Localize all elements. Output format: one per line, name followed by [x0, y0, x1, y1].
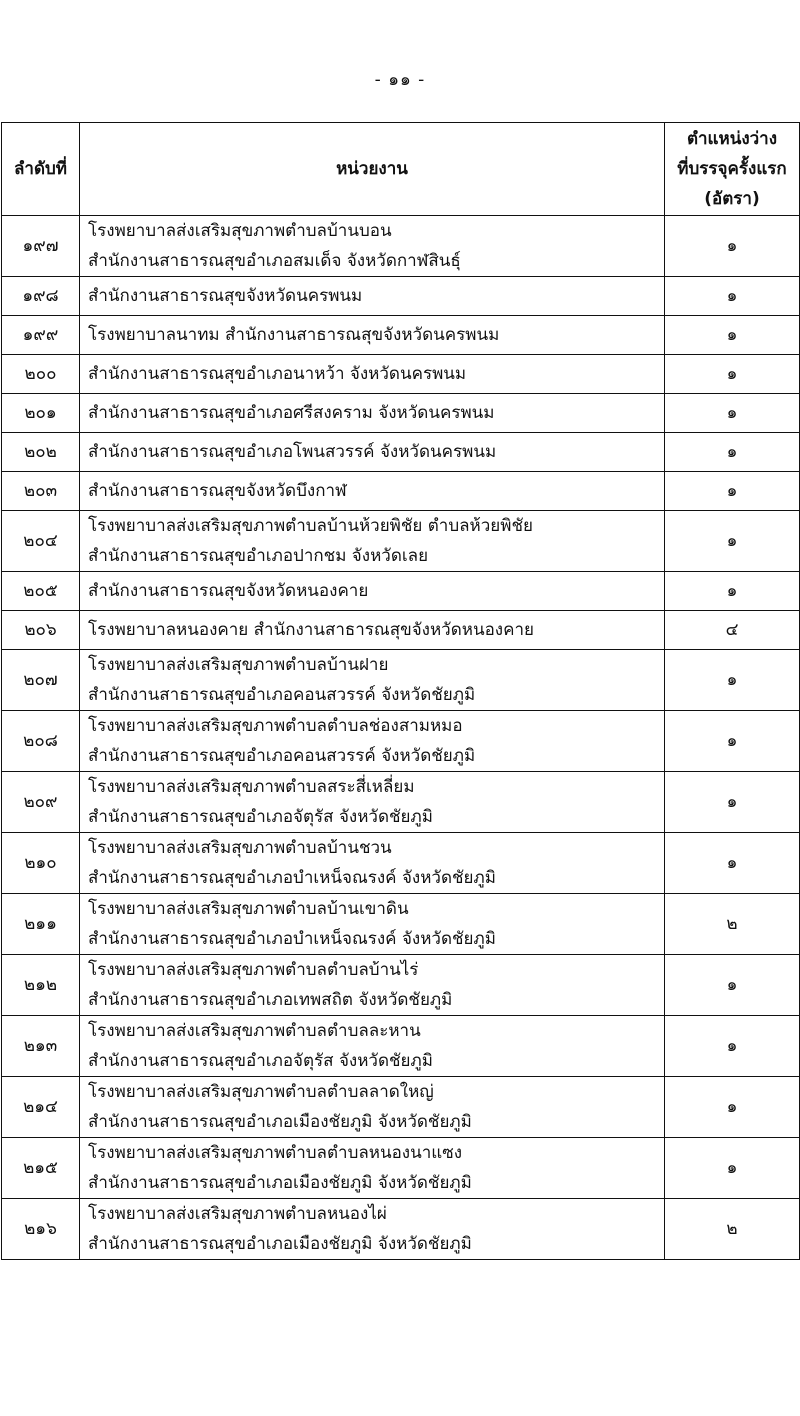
- vacancy-table: [1, 122, 800, 1260]
- row-unit-line: โรงพยาบาลส่งเสริมสุขภาพตำบลบ้านฝาย: [88, 655, 389, 675]
- row-unit-line: สำนักงานสาธารณสุขอำเภอปากชม จังหวัดเลย: [88, 546, 429, 566]
- row-unit: [80, 894, 665, 955]
- header-unit: หน่วยงาน: [80, 123, 665, 216]
- row-order-number: ๑๙๗: [2, 216, 80, 277]
- table-row: [2, 772, 800, 833]
- table-header-row: [2, 123, 800, 216]
- row-vacancy-count: ๑: [665, 572, 800, 611]
- row-unit-line: สำนักงานสาธารณสุขอำเภอคอนสวรรค์ จังหวัดชัยภูมิ: [88, 746, 476, 766]
- row-order-number: ๑๙๘: [2, 277, 80, 316]
- row-order-number: ๒๑๕: [2, 1138, 80, 1199]
- row-vacancy-count: ๑: [665, 1016, 800, 1077]
- row-vacancy-count: ๑: [665, 355, 800, 394]
- row-order-number: ๒๐๒: [2, 433, 80, 472]
- row-unit-line: โรงพยาบาลนาทม สำนักงานสาธารณสุขจังหวัดนครพนม: [88, 325, 500, 345]
- row-unit-line: สำนักงานสาธารณสุขอำเภอบำเหน็จณรงค์ จังหวัดชัยภูมิ: [88, 929, 496, 949]
- row-unit-line: สำนักงานสาธารณสุขอำเภอสมเด็จ จังหวัดกาฬสินธุ์: [88, 251, 461, 271]
- row-vacancy-count: ๑: [665, 277, 800, 316]
- row-unit-line: โรงพยาบาลส่งเสริมสุขภาพตำบลตำบลละหาน: [88, 1021, 421, 1041]
- table-row: [2, 833, 800, 894]
- row-order-number: ๒๐๕: [2, 572, 80, 611]
- header-vacancy-line: ตำแหน่งว่าง: [686, 129, 778, 149]
- row-unit: [80, 772, 665, 833]
- row-unit: [80, 433, 665, 472]
- row-vacancy-count: ๑: [665, 1138, 800, 1199]
- header-vacancy: [665, 123, 800, 216]
- table-row: [2, 611, 800, 650]
- row-unit-line: สำนักงานสาธารณสุขอำเภอเทพสถิต จังหวัดชัยภูมิ: [88, 990, 453, 1010]
- row-unit-line: สำนักงานสาธารณสุขอำเภอบำเหน็จณรงค์ จังหวัดชัยภูมิ: [88, 868, 496, 888]
- row-order-number: ๒๑๑: [2, 894, 80, 955]
- row-order-number: ๒๐๖: [2, 611, 80, 650]
- row-unit: [80, 1077, 665, 1138]
- table-row: [2, 216, 800, 277]
- table-row: [2, 316, 800, 355]
- row-unit: [80, 611, 665, 650]
- row-unit-line: โรงพยาบาลส่งเสริมสุขภาพตำบลตำบลช่องสามหมอ: [88, 716, 463, 736]
- table-row: [2, 1199, 800, 1260]
- row-order-number: ๒๑๓: [2, 1016, 80, 1077]
- row-unit-line: สำนักงานสาธารณสุขอำเภอจัตุรัส จังหวัดชัยภูมิ: [88, 807, 433, 827]
- row-unit-line: สำนักงานสาธารณสุขอำเภอเมืองชัยภูมิ จังหวัดชัยภูมิ: [88, 1112, 472, 1132]
- header-vacancy-line: ที่บรรจุครั้งแรก: [677, 159, 787, 179]
- table-body: [2, 216, 800, 1260]
- table-row: [2, 433, 800, 472]
- row-unit: [80, 650, 665, 711]
- row-unit-line: โรงพยาบาลส่งเสริมสุขภาพตำบลตำบลลาดใหญ่: [88, 1082, 434, 1102]
- row-unit-line: สำนักงานสาธารณสุขจังหวัดบึงกาฬ: [88, 481, 347, 501]
- row-unit: [80, 355, 665, 394]
- row-unit: [80, 1016, 665, 1077]
- table-row: [2, 394, 800, 433]
- header-vacancy-line: (อัตรา): [704, 189, 760, 209]
- row-unit-line: สำนักงานสาธารณสุขอำเภอเมืองชัยภูมิ จังหวัดชัยภูมิ: [88, 1234, 472, 1254]
- table-row: [2, 1138, 800, 1199]
- row-order-number: ๒๑๐: [2, 833, 80, 894]
- row-vacancy-count: ๑: [665, 955, 800, 1016]
- row-unit: [80, 711, 665, 772]
- row-unit-line: โรงพยาบาลส่งเสริมสุขภาพตำบลบ้านบอน: [88, 221, 392, 241]
- row-vacancy-count: ๒: [665, 894, 800, 955]
- row-order-number: ๒๑๒: [2, 955, 80, 1016]
- row-vacancy-count: ๑: [665, 433, 800, 472]
- row-vacancy-count: ๑: [665, 472, 800, 511]
- row-vacancy-count: ๑: [665, 650, 800, 711]
- row-unit: [80, 394, 665, 433]
- page-number: - ๑๑ -: [374, 70, 426, 90]
- row-unit-line: สำนักงานสาธารณสุขอำเภอโพนสวรรค์ จังหวัดนครพนม: [88, 442, 497, 462]
- row-order-number: ๒๐๙: [2, 772, 80, 833]
- row-unit: [80, 316, 665, 355]
- table-row: [2, 572, 800, 611]
- row-unit: [80, 216, 665, 277]
- row-unit-line: สำนักงานสาธารณสุขอำเภอเมืองชัยภูมิ จังหวัดชัยภูมิ: [88, 1173, 472, 1193]
- row-order-number: ๒๐๑: [2, 394, 80, 433]
- row-order-number: ๒๑๖: [2, 1199, 80, 1260]
- row-vacancy-count: ๒: [665, 1199, 800, 1260]
- row-order-number: ๒๐๓: [2, 472, 80, 511]
- row-vacancy-count: ๑: [665, 216, 800, 277]
- row-unit-line: โรงพยาบาลส่งเสริมสุขภาพตำบลตำบลบ้านไร่: [88, 960, 419, 980]
- row-unit: [80, 572, 665, 611]
- table-row: [2, 355, 800, 394]
- row-vacancy-count: ๑: [665, 711, 800, 772]
- row-unit-line: สำนักงานสาธารณสุขอำเภอจัตุรัส จังหวัดชัยภูมิ: [88, 1051, 433, 1071]
- row-unit: [80, 511, 665, 572]
- row-unit-line: สำนักงานสาธารณสุขอำเภอนาหว้า จังหวัดนครพนม: [88, 364, 467, 384]
- row-unit-line: โรงพยาบาลส่งเสริมสุขภาพตำบลตำบลหนองนาแซง: [88, 1143, 463, 1163]
- row-order-number: ๒๐๔: [2, 511, 80, 572]
- row-unit-line: โรงพยาบาลส่งเสริมสุขภาพตำบลบ้านเขาดิน: [88, 899, 409, 919]
- row-unit-line: โรงพยาบาลส่งเสริมสุขภาพตำบลหนองไผ่: [88, 1204, 387, 1224]
- row-order-number: ๒๐๘: [2, 711, 80, 772]
- row-unit: [80, 1199, 665, 1260]
- table-row: [2, 894, 800, 955]
- row-unit-line: โรงพยาบาลส่งเสริมสุขภาพตำบลสระสี่เหลี่ยม: [88, 777, 415, 797]
- row-vacancy-count: ๑: [665, 511, 800, 572]
- row-unit-line: โรงพยาบาลหนองคาย สำนักงานสาธารณสุขจังหวัดหนองคาย: [88, 620, 534, 640]
- table-row: [2, 472, 800, 511]
- header-order: ลำดับที่: [2, 123, 80, 216]
- row-unit-line: โรงพยาบาลส่งเสริมสุขภาพตำบลบ้านห้วยพิชัย ตำบลห้วยพิชัย: [88, 516, 533, 536]
- row-order-number: ๑๙๙: [2, 316, 80, 355]
- table-row: [2, 1077, 800, 1138]
- row-unit-line: สำนักงานสาธารณสุขจังหวัดหนองคาย: [88, 581, 369, 601]
- row-unit: [80, 955, 665, 1016]
- table-row: [2, 955, 800, 1016]
- row-vacancy-count: ๑: [665, 772, 800, 833]
- table-row: [2, 650, 800, 711]
- row-order-number: ๒๑๔: [2, 1077, 80, 1138]
- table-row: [2, 1016, 800, 1077]
- row-vacancy-count: ๑: [665, 316, 800, 355]
- row-vacancy-count: ๑: [665, 1077, 800, 1138]
- row-unit: [80, 1138, 665, 1199]
- row-unit: [80, 472, 665, 511]
- row-vacancy-count: ๑: [665, 833, 800, 894]
- row-unit-line: สำนักงานสาธารณสุขอำเภอศรีสงคราม จังหวัดนครพนม: [88, 403, 495, 423]
- row-unit-line: สำนักงานสาธารณสุขอำเภอคอนสวรรค์ จังหวัดชัยภูมิ: [88, 685, 476, 705]
- row-unit-line: โรงพยาบาลส่งเสริมสุขภาพตำบลบ้านชวน: [88, 838, 392, 858]
- row-order-number: ๒๐๐: [2, 355, 80, 394]
- table-row: [2, 711, 800, 772]
- row-unit: [80, 833, 665, 894]
- table-row: [2, 277, 800, 316]
- row-unit-line: สำนักงานสาธารณสุขจังหวัดนครพนม: [88, 286, 363, 306]
- table-row: [2, 511, 800, 572]
- row-unit: [80, 277, 665, 316]
- row-vacancy-count: ๑: [665, 394, 800, 433]
- row-vacancy-count: ๔: [665, 611, 800, 650]
- row-order-number: ๒๐๗: [2, 650, 80, 711]
